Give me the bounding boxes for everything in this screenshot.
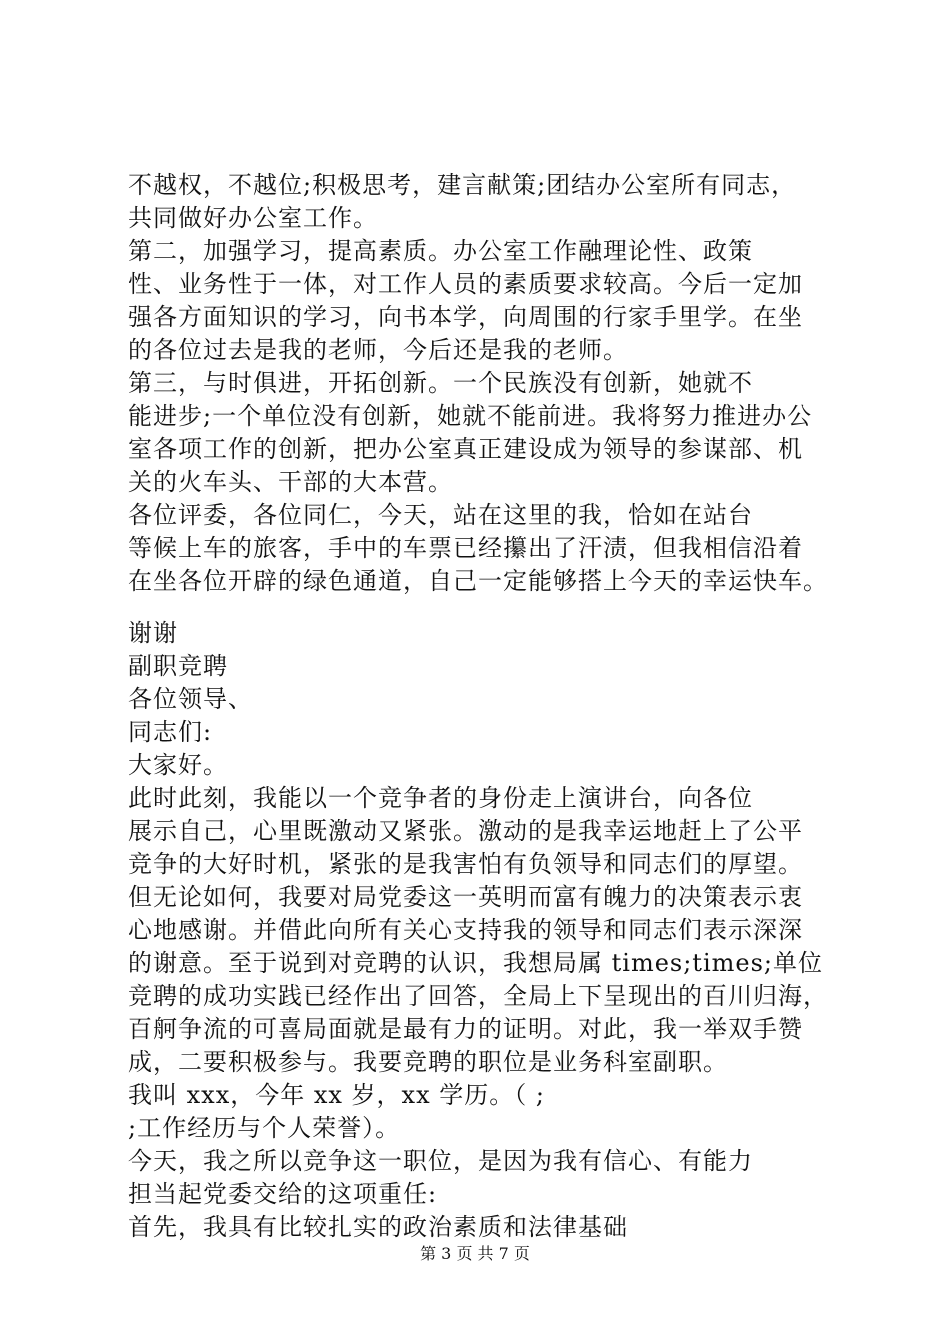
page-footer: 第 3 页 共 7 页 bbox=[420, 1244, 530, 1263]
text-line: 在坐各位开辟的绿色通道，自己一定能够搭上今天的幸运快车。 bbox=[128, 567, 828, 595]
text-line: 心地感谢。并借此向所有关心支持我的领导和同志们表示深深 bbox=[128, 916, 803, 944]
text-line: 同志们: bbox=[128, 718, 213, 746]
text-line: 不越权，不越位;积极思考，建言献策;团结办公室所有同志， bbox=[128, 171, 797, 199]
text-line: 百舸争流的可喜局面就是最有力的证明。对此，我一举双手赞 bbox=[128, 1015, 803, 1043]
text-line: 的谢意。至于说到对竞聘的认识，我想局属 times;times;单位 bbox=[128, 949, 823, 977]
text-line: 性、业务性于一体，对工作人员的素质要求较高。今后一定加 bbox=[128, 270, 803, 298]
text-line: 共同做好办公室工作。 bbox=[128, 204, 378, 232]
text-line: 我叫 xxx，今年 xx 岁，xx 学历。（ ; bbox=[128, 1081, 545, 1109]
text-line: 各位领导、 bbox=[128, 685, 253, 713]
text-line: 能进步;一个单位没有创新，她就不能前进。我将努力推进办公 bbox=[128, 402, 813, 430]
text-line: 竞争的大好时机，紧张的是我害怕有负领导和同志们的厚望。 bbox=[128, 850, 803, 878]
text-line: 强各方面知识的学习，向书本学，向周围的行家手里学。在坐 bbox=[128, 303, 803, 331]
text-line: 担当起党委交给的这项重任: bbox=[128, 1180, 438, 1208]
text-line: 但无论如何，我要对局党委这一英明而富有魄力的决策表示衷 bbox=[128, 883, 803, 911]
text-line: 第二，加强学习，提高素质。办公室工作融理论性、政策 bbox=[128, 237, 753, 265]
text-line: 竞聘的成功实践已经作出了回答，全局上下呈现出的百川归海， bbox=[128, 982, 828, 1010]
text-line: 室各项工作的创新，把办公室真正建设成为领导的参谋部、机 bbox=[128, 435, 803, 463]
text-line: 展示自己，心里既激动又紧张。激动的是我幸运地赶上了公平 bbox=[128, 817, 803, 845]
text-line: 第三，与时俱进，开拓创新。一个民族没有创新，她就不 bbox=[128, 369, 753, 397]
text-line: 成，二要积极参与。我要竞聘的职位是业务科室副职。 bbox=[128, 1048, 728, 1076]
text-line: 的各位过去是我的老师，今后还是我的老师。 bbox=[128, 336, 628, 364]
text-line: 各位评委，各位同仁，今天，站在这里的我，恰如在站台 bbox=[128, 501, 753, 529]
text-line: 首先，我具有比较扎实的政治素质和法律基础 bbox=[128, 1213, 628, 1241]
text-line: 副职竞聘 bbox=[128, 652, 228, 680]
text-line: 大家好。 bbox=[128, 751, 228, 779]
text-line: 关的火车头、干部的大本营。 bbox=[128, 468, 453, 496]
text-line: 谢谢 bbox=[128, 619, 178, 647]
text-line: 此时此刻，我能以一个竞争者的身份走上演讲台，向各位 bbox=[128, 784, 753, 812]
text-line: ;工作经历与个人荣誉）。 bbox=[128, 1114, 401, 1142]
text-line: 今天，我之所以竞争这一职位，是因为我有信心、有能力 bbox=[128, 1147, 753, 1175]
text-line: 等候上车的旅客，手中的车票已经攥出了汗渍，但我相信沿着 bbox=[128, 534, 803, 562]
